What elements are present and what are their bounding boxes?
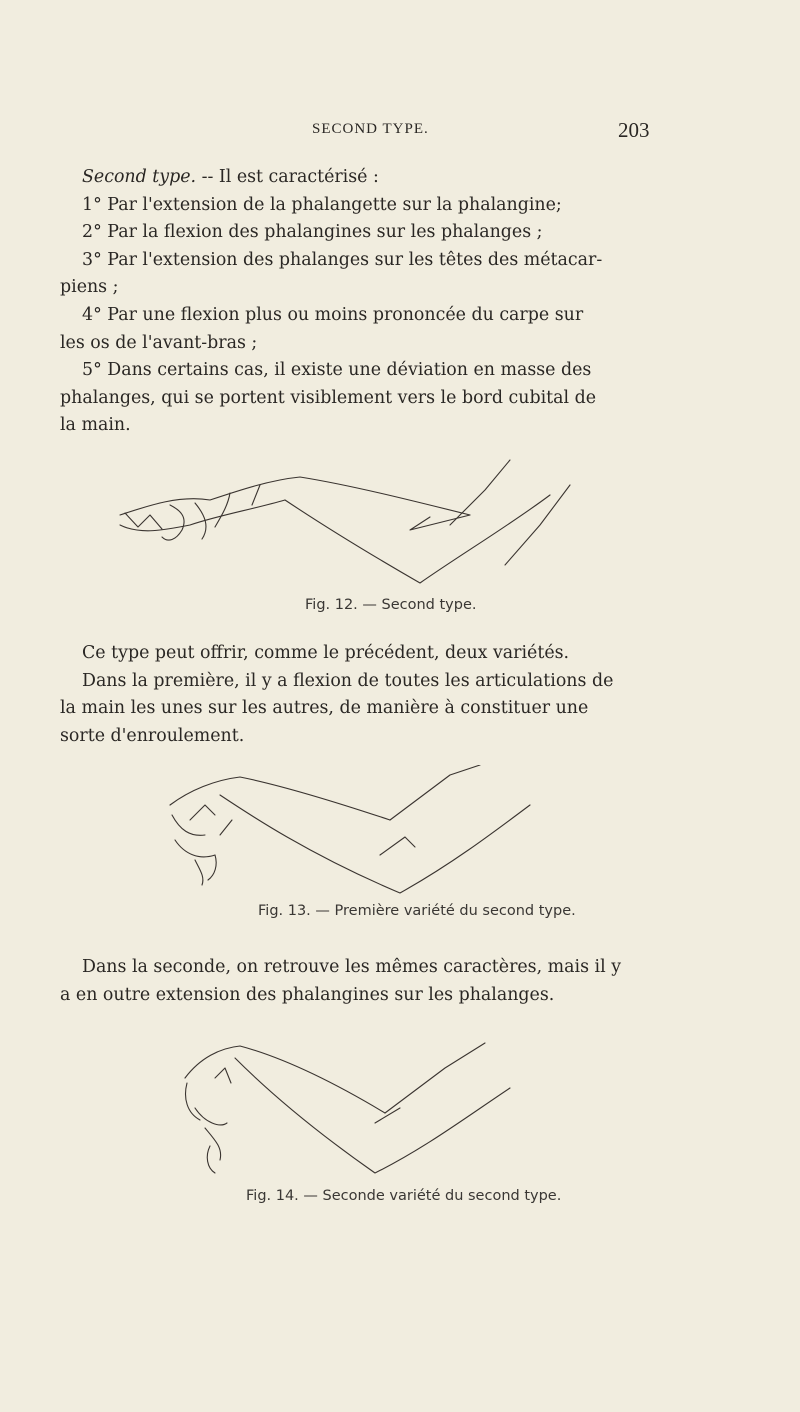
list-item-continuation: la main. bbox=[60, 415, 131, 436]
paragraph-line: Ce type peut offrir, comme le précédent, deux variétés. bbox=[82, 643, 570, 663]
figure-14-caption: Fig. 14. — Seconde variété du second type. bbox=[246, 1188, 562, 1204]
varieties-paragraph bbox=[60, 640, 718, 750]
figure-13-caption: Fig. 13. — Première variété du second type. bbox=[258, 903, 576, 919]
paragraph-line: Dans la première, il y a flexion de toutes les articulations de bbox=[82, 670, 614, 691]
list-item: 4° Par une flexion plus ou moins prononcée du carpe sur bbox=[82, 304, 584, 325]
figure-12-caption: Fig. 12. — Second type. bbox=[305, 597, 477, 613]
figure-12-hand-drawing bbox=[110, 455, 590, 585]
intro-line bbox=[60, 164, 718, 192]
paragraph-line: Dans la seconde, on retrouve les mêmes caractères, mais il y bbox=[82, 957, 622, 977]
list-item-continuation: piens ; bbox=[60, 277, 119, 298]
list-item: 2° Par la flexion des phalangines sur les phalanges ; bbox=[82, 222, 543, 243]
running-head: SECOND TYPE. bbox=[312, 121, 429, 137]
figure-13-hand-drawing bbox=[160, 765, 560, 895]
characteristics-paragraph bbox=[60, 164, 718, 440]
page-number: 203 bbox=[618, 118, 650, 142]
list-item-continuation: phalanges, qui se portent visiblement vers le bord cubital de bbox=[60, 387, 597, 408]
section-title: Second type. bbox=[82, 167, 197, 187]
paragraph-line: la main les unes sur les autres, de manière à constituer une bbox=[60, 698, 589, 719]
intro-text: -- Il est caractérisé : bbox=[196, 167, 379, 187]
list-item: 5° Dans certains cas, il existe une déviation en masse des bbox=[82, 360, 592, 381]
second-variety-paragraph bbox=[60, 954, 718, 1009]
list-item-continuation: les os de l'avant-bras ; bbox=[60, 332, 258, 353]
list-item: 3° Par l'extension des phalanges sur les têtes des métacar- bbox=[82, 249, 603, 270]
page-header bbox=[0, 118, 800, 158]
paragraph-line: sorte d'enroulement. bbox=[60, 725, 245, 746]
list-item: 1° Par l'extension de la phalangette sur la phalangine; bbox=[82, 194, 562, 215]
paragraph-line: a en outre extension des phalangines sur les phalanges. bbox=[60, 984, 555, 1005]
figure-14-hand-drawing bbox=[165, 1038, 525, 1178]
